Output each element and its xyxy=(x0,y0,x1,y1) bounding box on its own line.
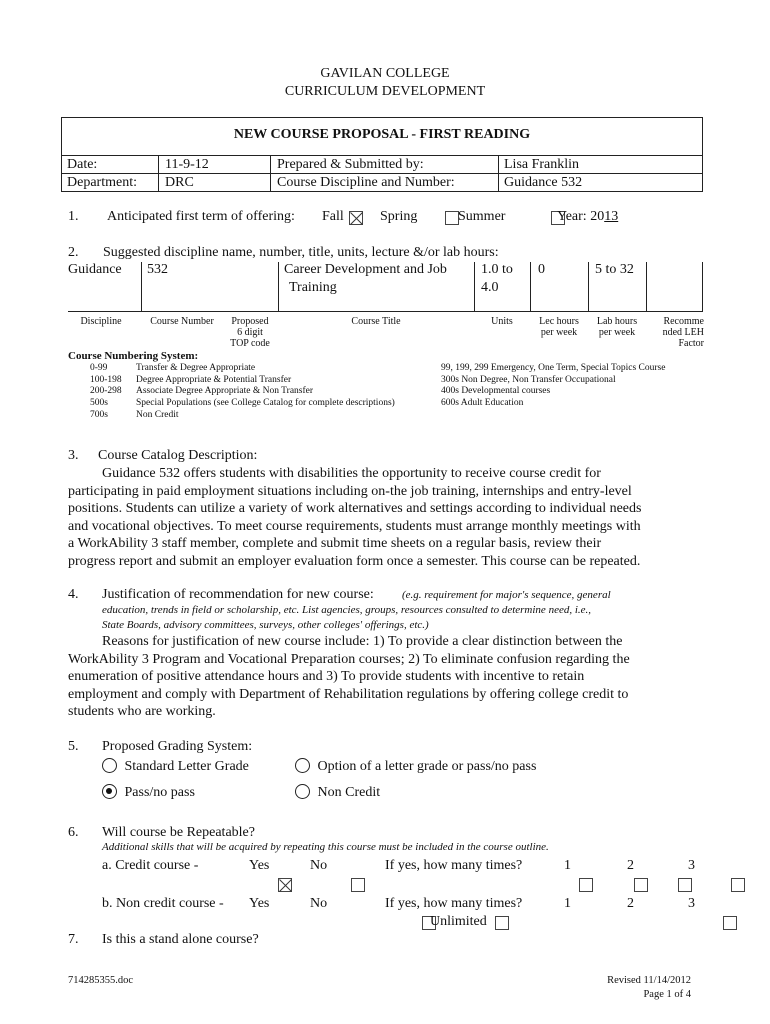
credit-times-3-label: 3 xyxy=(688,858,695,873)
college-name: GAVILAN COLLEGE xyxy=(320,66,450,81)
noncredit-times-2-label: 2 xyxy=(627,896,634,911)
fall-label: Fall xyxy=(322,209,344,224)
col-lec-hours: Lec hours per week xyxy=(539,316,579,338)
section-1-number: 1. xyxy=(68,209,79,224)
section-4-hint-3: State Boards, advisory committees, surveys, other colleges' offerings, etc.) xyxy=(102,619,429,631)
spring-checkbox[interactable] xyxy=(445,211,459,225)
numbering-special-item: 600s Adult Education xyxy=(441,398,524,409)
section-3-label: Course Catalog Description: xyxy=(98,448,258,463)
col-course-title: Course Title xyxy=(351,316,401,327)
numbering-special-item: 400s Developmental courses xyxy=(441,386,551,397)
date-label: Date: xyxy=(67,157,98,172)
department-label: Department: xyxy=(67,175,137,190)
section-4-number: 4. xyxy=(68,587,79,602)
noncredit-unlimited-label: Unlimited xyxy=(430,914,487,929)
numbering-desc: Special Populations (see College Catalog for complete descriptions) xyxy=(136,398,395,409)
radio-selected-icon[interactable] xyxy=(102,784,117,799)
col-course-number: Course Number xyxy=(150,316,214,327)
date-value[interactable]: 11-9-12 xyxy=(165,157,209,172)
section-6-number: 6. xyxy=(68,825,79,840)
numbering-range: 700s xyxy=(90,409,108,420)
lab-hours-value[interactable]: 5 to 32 xyxy=(595,262,634,277)
section-6-hint: Additional skills that will be acquired by repeating this course must be included in the course outline. xyxy=(102,841,549,853)
numbering-range: 100-198 xyxy=(90,374,122,385)
year-value: 13 xyxy=(604,209,619,224)
numbering-special xyxy=(441,363,665,410)
noncredit-no-label: No xyxy=(310,896,328,911)
catalog-description[interactable]: Guidance 532 offers students with disabilities the opportunity to receive course credit for participating in paid employment situations including on-the job training, internships and entry-level positions. Students can utilize a variety of work alternatives and settings according to individual needs and vocational objectives. To meet course requirements, students must arrange monthly meetings with a WorkAbility 3 staff member, complete and submit time sheets on a regular basis, review their progress report and submit an employer evaluation form once a semester. This course can be repeated. xyxy=(68,466,642,569)
numbering-range: 500s xyxy=(90,398,108,409)
section-7-number: 7. xyxy=(68,932,79,947)
col-proposed-top: Proposed 6 digit TOP code xyxy=(230,316,270,349)
credit-times-2-label: 2 xyxy=(627,858,634,873)
year-label: Year: 20 xyxy=(557,209,605,224)
numbering-special-item: 300s Non Degree, Non Transfer Occupational xyxy=(441,374,616,385)
section-6-label: Will course be Repeatable? xyxy=(102,825,255,840)
grading-pass-option[interactable]: Pass/no pass xyxy=(102,784,195,801)
radio-icon[interactable] xyxy=(295,784,310,799)
department-value[interactable]: DRC xyxy=(165,175,194,190)
numbering-desc: Transfer & Degree Appropriate xyxy=(136,363,256,373)
summer-label: Summer xyxy=(458,209,506,224)
noncredit-course-label: b. Non credit course - xyxy=(102,896,224,911)
numbering-range: 200-298 xyxy=(90,386,122,397)
lec-hours-value[interactable]: 0 xyxy=(538,262,545,277)
credit-times-1-checkbox[interactable] xyxy=(579,878,593,892)
credit-no-label: No xyxy=(310,858,328,873)
section-4-hint-2: education, trends in field or scholarship, etc. List agencies, groups, resources consulted to determine need, i.e., xyxy=(102,604,592,616)
document-subtitle: CURRICULUM DEVELOPMENT xyxy=(284,84,486,99)
noncredit-times-1-label: 1 xyxy=(564,896,571,911)
section-4-label: Justification of recommendation for new course: xyxy=(102,587,374,602)
footer-page: Page 1 of 4 xyxy=(643,989,691,1000)
justification-text[interactable]: Reasons for justification of new course include: 1) To provide a clear distinction between the WorkAbility 3 Program and Vocational Preparation courses; 2) To eliminate confusion regarding the enumeration of positive attendance hours and 3) To provide students with incentive to retain employment and comply with Department of Rehabilitation regulations by offering college credit to students who are working. xyxy=(68,634,630,719)
noncredit-how-many-label: If yes, how many times? xyxy=(385,896,523,911)
grading-standard-option[interactable]: Standard Letter Grade xyxy=(102,758,249,775)
credit-times-1-label: 1 xyxy=(564,858,571,873)
noncredit-times-3-label: 3 xyxy=(688,896,695,911)
grading-noncredit-option[interactable]: Non Credit xyxy=(295,784,380,801)
credit-yes-label: Yes xyxy=(249,858,270,873)
credit-times-2-checkbox[interactable] xyxy=(678,878,692,892)
prepared-by-value[interactable]: Lisa Franklin xyxy=(504,157,580,172)
credit-course-label: a. Credit course - xyxy=(102,858,199,873)
fall-checkbox[interactable] xyxy=(349,211,363,225)
numbering-descriptions xyxy=(136,363,395,421)
footer-filename: 714285355.doc xyxy=(68,975,134,986)
section-2-label: Suggested discipline name, number, title, units, lecture &/or lab hours: xyxy=(103,245,499,260)
discipline-number-value[interactable]: Guidance 532 xyxy=(504,175,583,190)
credit-times-2b-checkbox[interactable] xyxy=(731,878,745,892)
footer-revised: Revised 11/14/2012 xyxy=(607,975,691,986)
units-line1[interactable]: 1.0 to xyxy=(481,262,513,277)
credit-times-1b-checkbox[interactable] xyxy=(634,878,648,892)
col-discipline: Discipline xyxy=(80,316,122,327)
numbering-desc: Non Credit xyxy=(136,409,179,420)
grading-option-option[interactable]: Option of a letter grade or pass/no pass xyxy=(295,758,536,775)
col-lab-hours: Lab hours per week xyxy=(596,316,638,338)
year-field[interactable] xyxy=(557,209,618,225)
proposal-title: NEW COURSE PROPOSAL - FIRST READING xyxy=(233,127,531,142)
radio-icon[interactable] xyxy=(295,758,310,773)
numbering-ranges xyxy=(90,363,122,421)
course-title-line2[interactable]: Training xyxy=(289,280,337,295)
section-5-label: Proposed Grading System: xyxy=(102,739,253,754)
prepared-by-label: Prepared & Submitted by: xyxy=(277,157,424,172)
section-7-label: Is this a stand alone course? xyxy=(102,932,259,947)
noncredit-times-1-checkbox[interactable] xyxy=(723,916,737,930)
section-4-hint-1: (e.g. requirement for major's sequence, general xyxy=(402,589,611,601)
section-2-number: 2. xyxy=(68,245,79,260)
course-title-line1[interactable]: Career Development and Job xyxy=(284,262,447,277)
numbering-title: Course Numbering System: xyxy=(68,350,199,362)
col-units: Units xyxy=(491,316,513,327)
credit-no-checkbox[interactable] xyxy=(351,878,365,892)
course-number-value[interactable]: 532 xyxy=(147,262,168,277)
units-line2[interactable]: 4.0 xyxy=(481,280,499,295)
section-1-label: Anticipated first term of offering: xyxy=(107,209,295,224)
noncredit-no-checkbox[interactable] xyxy=(495,916,509,930)
credit-how-many-label: If yes, how many times? xyxy=(385,858,523,873)
discipline-value[interactable]: Guidance xyxy=(68,262,122,277)
noncredit-yes-label: Yes xyxy=(249,896,270,911)
radio-icon[interactable] xyxy=(102,758,117,773)
credit-yes-checkbox[interactable] xyxy=(278,878,292,892)
numbering-desc: Associate Degree Appropriate & Non Transfer xyxy=(136,386,314,397)
spring-label: Spring xyxy=(380,209,418,224)
numbering-range: 0-99 xyxy=(90,363,108,373)
col-leh-factor: Recomme nded LEH Factor xyxy=(662,316,704,349)
section-3-number: 3. xyxy=(68,448,79,463)
numbering-special-item: 99, 199, 299 Emergency, One Term, Special Topics Course xyxy=(441,363,666,373)
section-5-number: 5. xyxy=(68,739,79,754)
numbering-desc: Degree Appropriate & Potential Transfer xyxy=(136,374,292,385)
discipline-number-label: Course Discipline and Number: xyxy=(277,175,455,190)
